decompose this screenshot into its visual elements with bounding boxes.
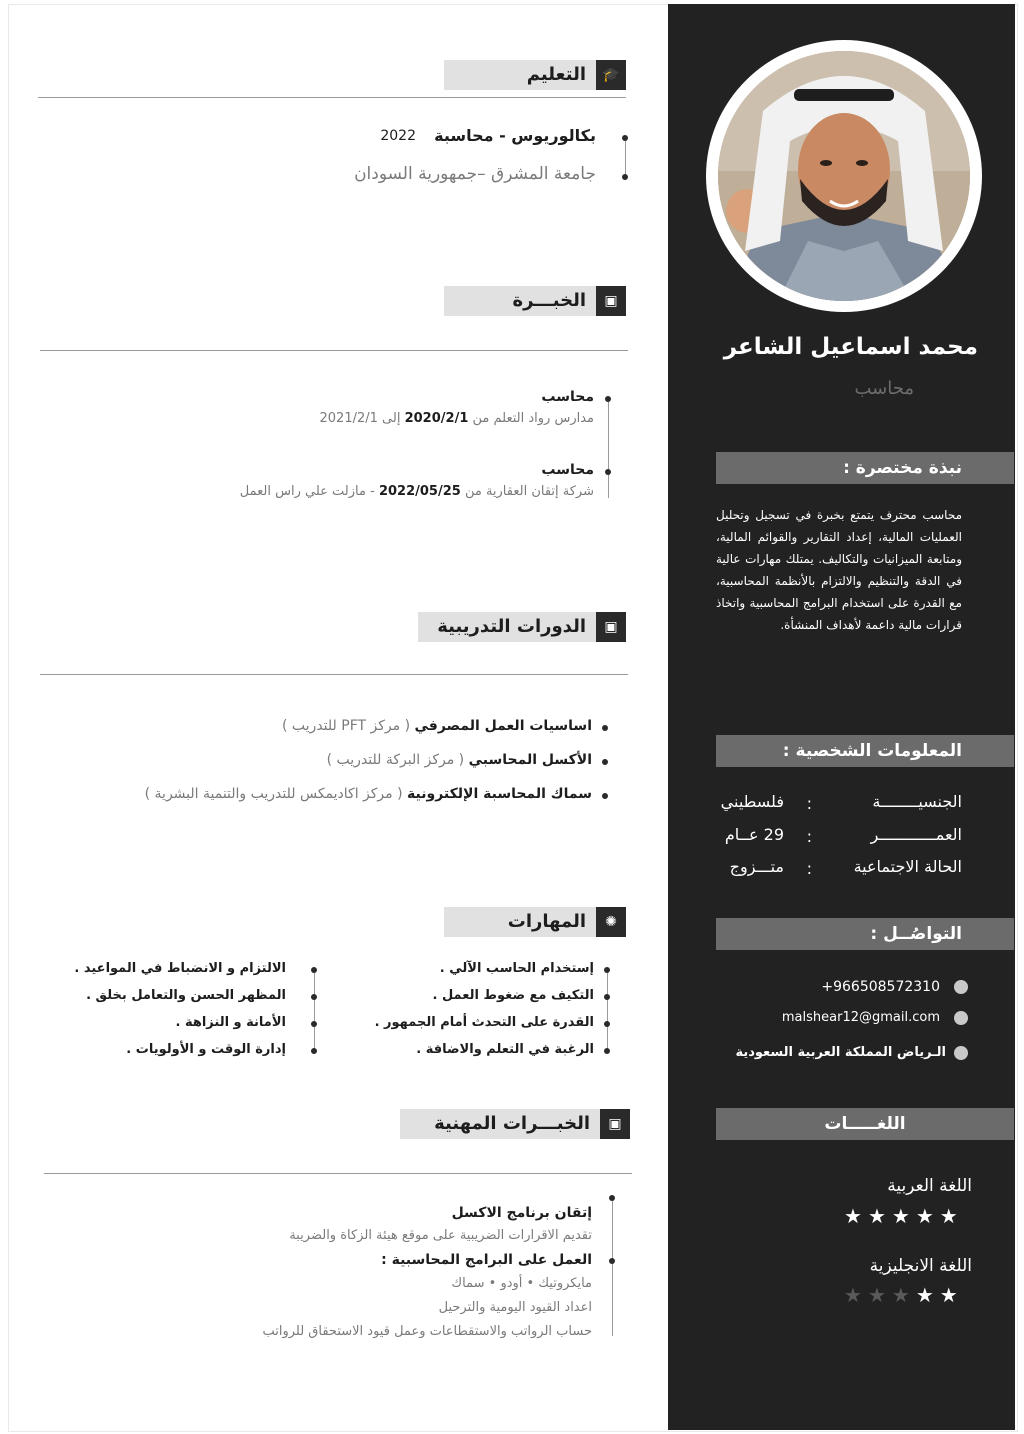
bullet	[604, 967, 610, 973]
course-name: الأكسل المحاسبي	[468, 752, 592, 768]
contact-phone[interactable]: +966508572310	[821, 979, 940, 995]
bullet	[311, 967, 317, 973]
info-separator: :	[806, 859, 812, 878]
graduation-cap-icon: 🎓	[596, 60, 626, 90]
briefcase-icon: ▣	[596, 286, 626, 316]
language-arabic-rating	[844, 1204, 964, 1228]
experience-to: مازلت علي راس العمل	[239, 484, 366, 499]
bullet	[602, 759, 608, 765]
bullet	[311, 1021, 317, 1027]
star-icon: ★	[867, 1204, 892, 1228]
bullet	[604, 994, 610, 1000]
experience-role: محاسب	[541, 462, 594, 478]
course-item	[282, 718, 592, 734]
summary-heading: نبذة مختصرة :	[716, 452, 1014, 484]
experience-from: 2020/2/1	[404, 411, 469, 426]
experience-detail	[240, 484, 594, 499]
skill-item: المظهر الحسن والتعامل بخلق .	[86, 988, 286, 1003]
star-icon: ★	[891, 1283, 916, 1307]
skill-item: إدارة الوقت و الأولويات .	[126, 1042, 286, 1057]
bullet	[622, 135, 628, 141]
contact-email[interactable]: malshear12@gmail.com	[781, 1010, 940, 1025]
contact-location: الـرياض المملكة العربية السعودية	[735, 1045, 946, 1060]
professional-heading: الخبـــرات المهنية	[400, 1109, 630, 1139]
skill-item: إستخدام الحاسب الآلي .	[439, 961, 594, 976]
location-pin-icon	[954, 1046, 968, 1060]
experience-place: شركة إتقان العقارية من	[464, 484, 594, 499]
info-separator: :	[806, 827, 812, 846]
experience-role: محاسب	[541, 389, 594, 405]
info-value: 29 عــام	[724, 825, 784, 844]
divider	[38, 97, 626, 98]
experience-heading: الخبـــرة	[444, 286, 626, 316]
skill-item: القدرة على التحدث أمام الجمهور .	[374, 1015, 594, 1030]
info-label: العمــــــــــــر	[870, 825, 962, 844]
pro-software-title: العمل على البرامج المحاسبية :	[381, 1252, 592, 1268]
info-value: فلسطيني	[720, 792, 784, 811]
language-english-rating	[844, 1283, 964, 1307]
info-separator: :	[806, 794, 812, 813]
course-item	[145, 786, 592, 802]
skill-item: الأمانة و النزاهة .	[175, 1015, 286, 1030]
divider	[40, 350, 628, 351]
course-name: سماك المحاسبة الإلكترونية	[407, 786, 592, 802]
course-center: ( مركز اكاديمكس للتدريب والتنمية البشرية )	[144, 786, 403, 802]
bullet	[604, 1048, 610, 1054]
bullet	[604, 1021, 610, 1027]
star-icon: ★	[844, 1283, 868, 1307]
education-heading: التعليم	[444, 60, 626, 90]
course-center: ( مركز البركة للتدريب )	[326, 752, 465, 768]
star-icon: ★	[844, 1204, 868, 1228]
education-degree: بكالوريوس - محاسبة	[434, 126, 596, 145]
star-icon: ★	[939, 1204, 964, 1228]
skill-item: الرغبة في التعلم والاضافة .	[416, 1042, 594, 1057]
course-name: اساسيات العمل المصرفي	[414, 718, 592, 734]
divider	[40, 674, 628, 675]
language-english: اللغة الانجليزية	[869, 1256, 972, 1276]
bullet	[605, 396, 611, 402]
experience-between: -	[370, 484, 375, 499]
personal-info-heading: المعلومات الشخصية :	[716, 735, 1014, 767]
pro-payroll: حساب الرواتب والاستقطاعات وعمل قيود الاستحقاق للرواتب	[262, 1324, 592, 1339]
candidate-name: محمد اسماعيل الشاعر	[723, 334, 978, 360]
experience-from: 2022/05/25	[378, 484, 461, 499]
info-row-age	[700, 825, 962, 855]
candidate-title: محاسب	[854, 378, 914, 399]
lightbulb-icon: ✺	[596, 907, 626, 937]
timeline-line	[625, 138, 626, 178]
info-value: متـــزوج	[729, 857, 784, 876]
timeline-line	[612, 1198, 613, 1336]
bullet	[311, 1048, 317, 1054]
phone-icon	[954, 980, 968, 994]
briefcase-icon: ▣	[600, 1109, 630, 1139]
experience-detail	[320, 411, 595, 426]
bullet	[605, 469, 611, 475]
bullet	[602, 725, 608, 731]
courses-heading: الدورات التدريبية	[418, 612, 626, 642]
course-item	[327, 752, 592, 768]
timeline-line	[314, 970, 315, 1052]
info-label: الحالة الاجتماعية	[853, 857, 962, 876]
star-icon: ★	[939, 1283, 964, 1307]
star-icon: ★	[891, 1204, 916, 1228]
info-label: الجنسيــــــــة	[872, 792, 962, 811]
skill-item: التكيف مع ضغوط العمل .	[432, 988, 594, 1003]
briefcase-icon: ▣	[596, 612, 626, 642]
skills-heading: المهارات	[444, 907, 626, 937]
bullet	[602, 793, 608, 799]
email-icon	[954, 1011, 968, 1025]
info-row-nationality	[700, 792, 962, 822]
portrait-illustration	[718, 51, 970, 301]
star-icon: ★	[915, 1204, 940, 1228]
experience-to: 2021/2/1	[319, 411, 378, 426]
contact-heading: التواصُــل :	[716, 918, 1014, 950]
pro-entries: اعداد القيود اليومية والترحيل	[438, 1300, 592, 1315]
divider	[44, 1173, 632, 1174]
avatar	[718, 51, 970, 301]
language-arabic: اللغة العربية	[887, 1176, 972, 1196]
languages-heading: اللغـــــات	[716, 1108, 1014, 1140]
education-university: جامعة المشرق –جمهورية السودان	[354, 164, 596, 184]
timeline-line	[608, 398, 609, 498]
pro-excel-desc: تقديم الاقرارات الضريبية على موقع هيئة الزكاة والضريبة	[289, 1228, 592, 1243]
pro-excel-title: إتقان برنامج الاكسل	[451, 1205, 592, 1221]
course-center: ( مركز PFT للتدريب )	[282, 718, 411, 734]
bullet	[609, 1258, 615, 1264]
timeline-line	[607, 970, 608, 1052]
summary-text: محاسب محترف يتمتع بخبرة في تسجيل وتحليل العمليات المالية، إعداد التقارير والقوائم المالية، ومتابعة الميزانيات والتكاليف. يمتلك مهارات عالية في الدقة والتنظيم والالتزام بالأنظمة المحاسبية، مع القدرة على استخدام البرامج المحاسبية واتخاذ قرارات مالية داعمة لأهداف المنشأة.	[716, 508, 962, 632]
info-row-marital-status	[700, 857, 962, 887]
pro-software-list: مايكروتيك • أودو • سماك	[451, 1276, 592, 1291]
experience-place: مدارس رواد التعلم من	[472, 411, 594, 426]
skill-item: الالتزام و الانضباط في المواعيد .	[74, 961, 286, 976]
bullet	[622, 174, 628, 180]
bullet	[311, 994, 317, 1000]
experience-between: إلى	[382, 411, 401, 426]
star-icon: ★	[915, 1283, 940, 1307]
education-year: 2022	[380, 128, 416, 144]
bullet	[609, 1195, 615, 1201]
star-icon: ★	[867, 1283, 892, 1307]
